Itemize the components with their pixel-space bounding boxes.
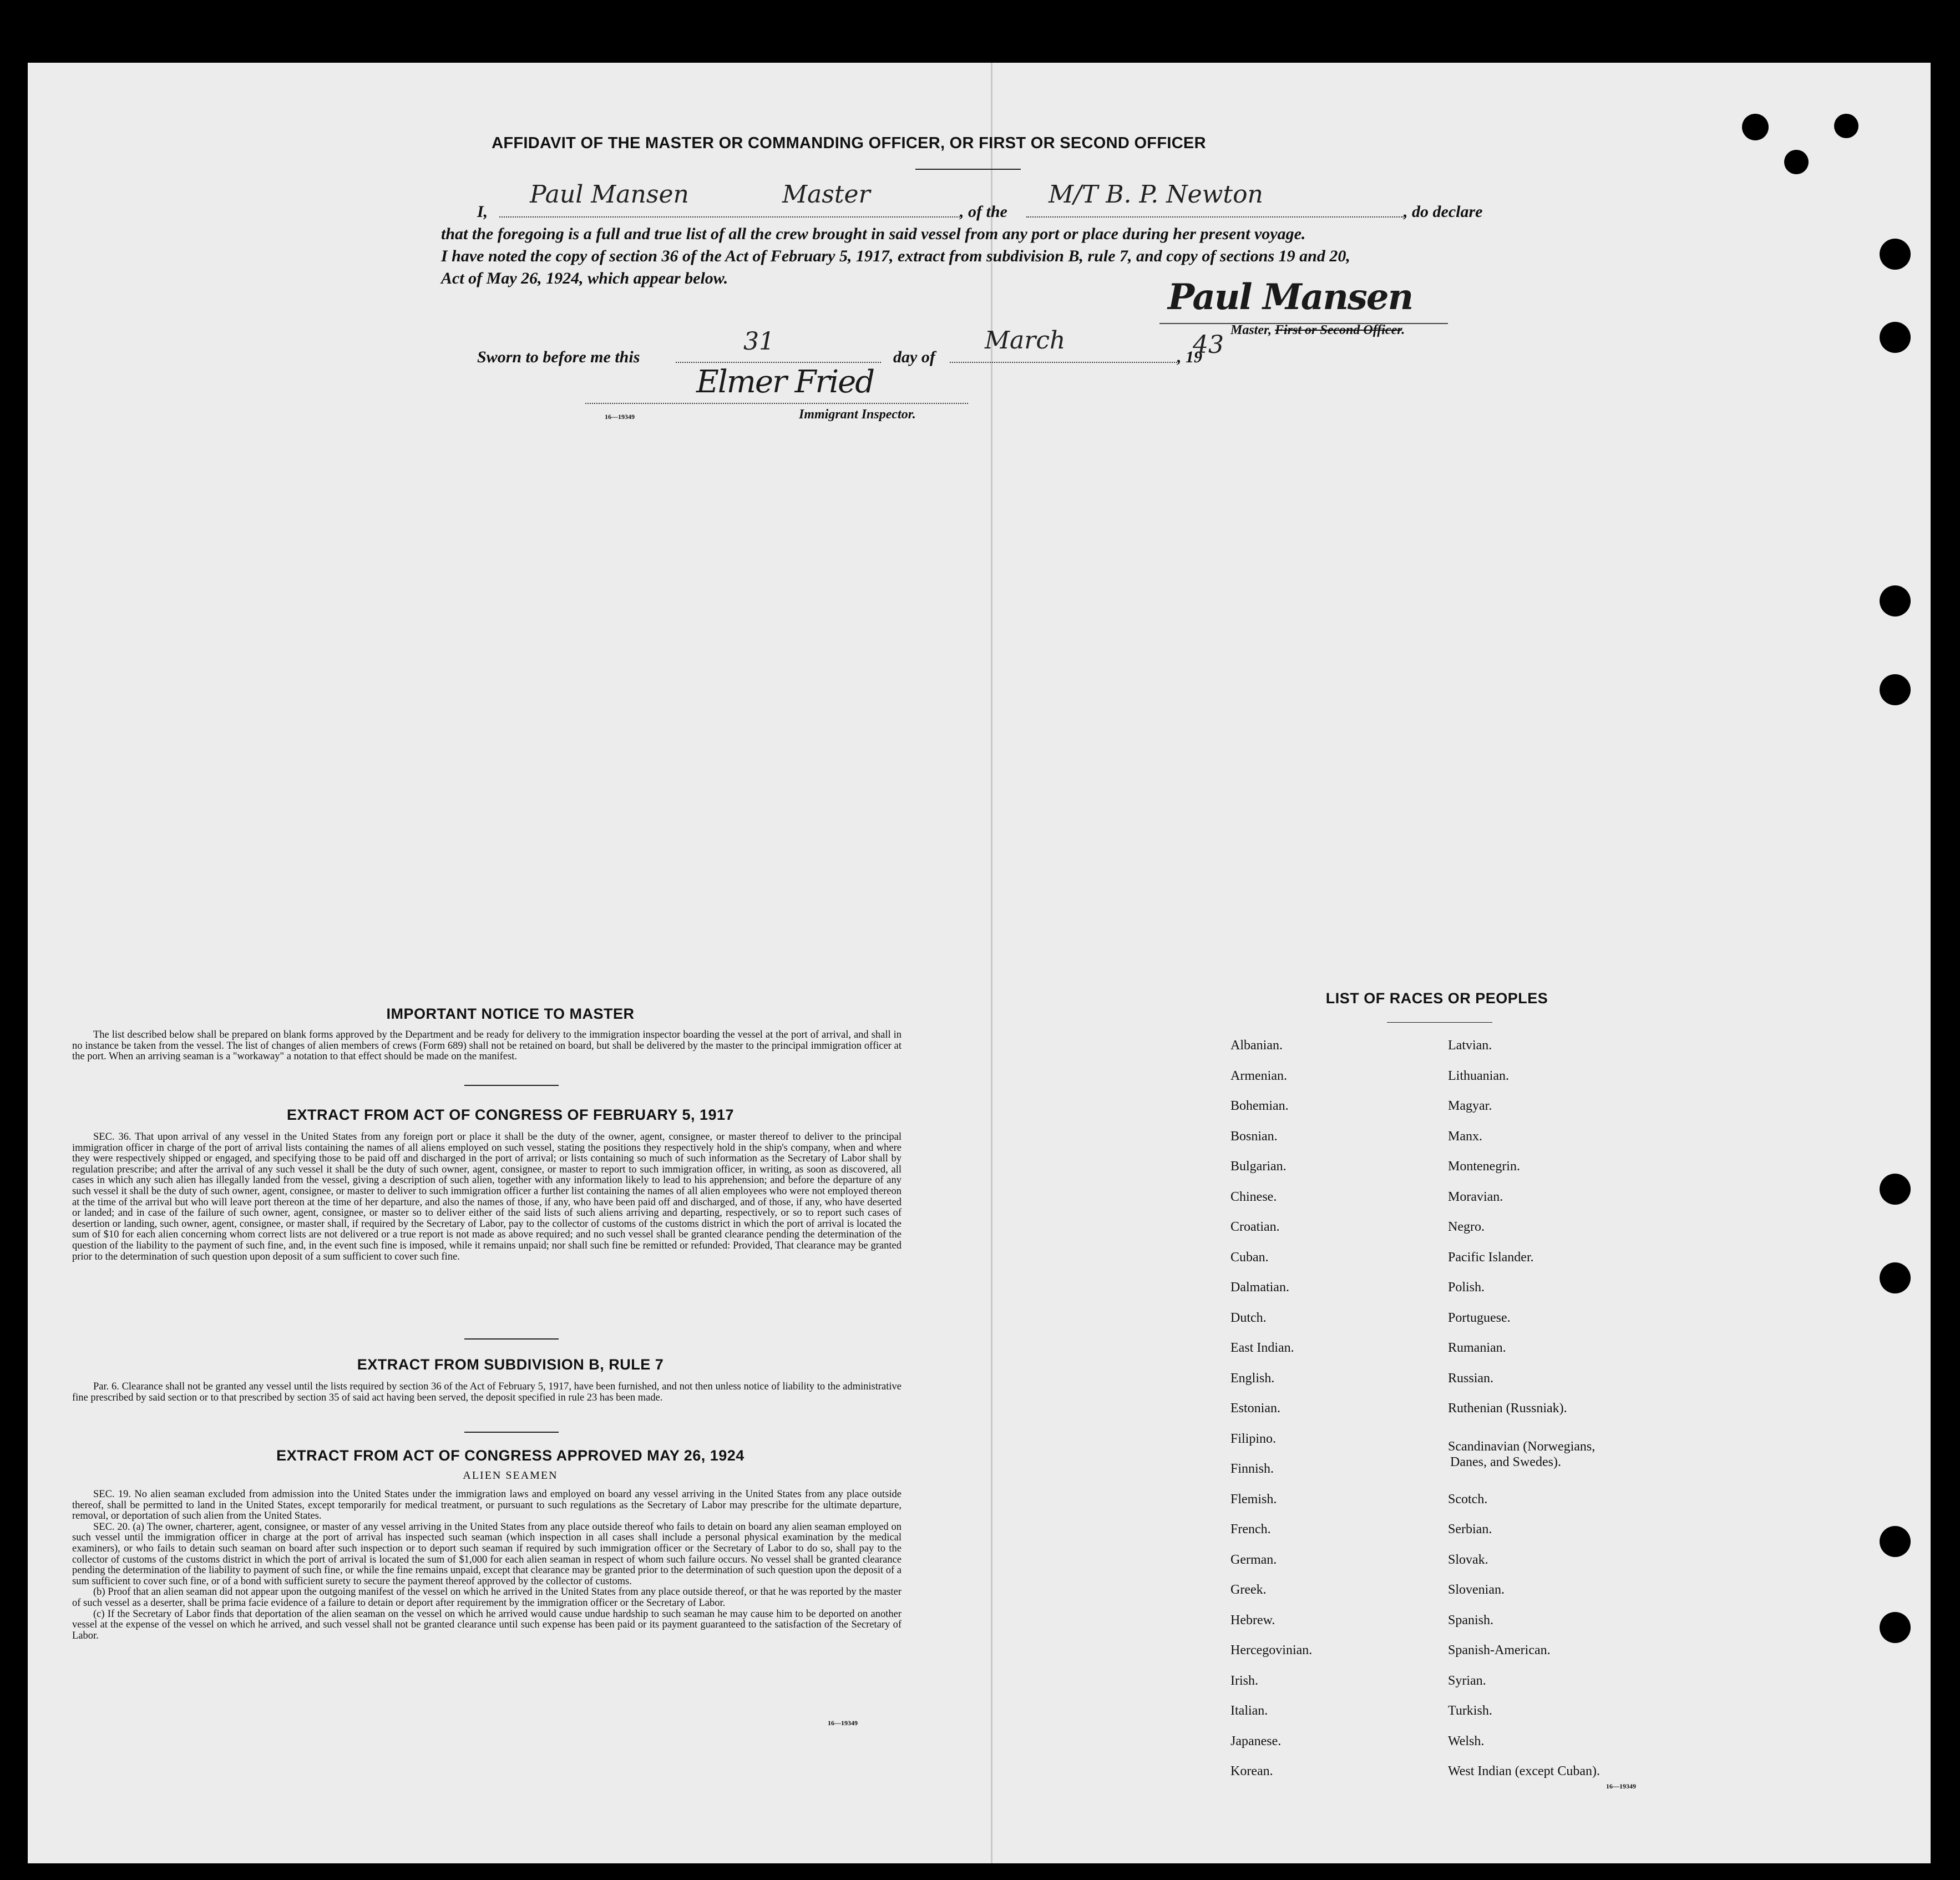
sec-20b-paragraph: (b) Proof that an alien seaman did not appear upon the outgoing manifest of the vessel on which he arrived in the United States from any place outside thereof, or that he was reported by the master of such vessel as a deserter, shall be prima facie evidence of a failure to detain or deport after requirement by the immigration officer or the Secretary of Labor. [72, 1586, 902, 1609]
punch-hole [1880, 239, 1911, 270]
race-item: East Indian. [1230, 1341, 1294, 1355]
race-item: Slovak. [1448, 1552, 1488, 1567]
year-prefix: , 19 [1177, 348, 1202, 366]
affidavit-title: AFFIDAVIT OF THE MASTER OR COMMANDING OFFICER, OR FIRST OR SECOND OFFICER [492, 134, 1206, 152]
race-item: Finnish. [1230, 1462, 1274, 1476]
sec-19-paragraph: SEC. 19. No alien seaman excluded from admission into the United States under the immigration laws and employed on board any vessel arriving in the United States from any place outside thereof, shall be permitted to land in the United States, except temporarily for medical treatment, or pursuant to such regulations as the Secretary of Labor may prescribe for the ultimate departure, removal, or deportation of such alien from the United States. [72, 1489, 902, 1522]
race-item: Greek. [1230, 1583, 1267, 1597]
extract-1917-text [72, 1132, 902, 1262]
rule7-rule [464, 1432, 559, 1433]
race-item: Scandinavian (Norwegians, [1448, 1439, 1596, 1454]
race-item: Scotch. [1448, 1492, 1488, 1507]
race-item: Spanish-American. [1448, 1643, 1551, 1657]
rule7-title: EXTRACT FROM SUBDIVISION B, RULE 7 [357, 1356, 664, 1373]
race-item: Negro. [1448, 1220, 1485, 1234]
handwritten-month: March [985, 326, 1066, 355]
race-item: Irish. [1230, 1673, 1258, 1688]
race-item: Turkish. [1448, 1704, 1492, 1718]
declaration-line-4: Act of May 26, 1924, which appear below. [441, 269, 728, 287]
punch-hole [1742, 114, 1769, 140]
race-item: Croatian. [1230, 1220, 1280, 1234]
punch-hole [1834, 114, 1858, 138]
day-line [676, 362, 881, 363]
race-item: Pacific Islander. [1448, 1250, 1534, 1265]
race-item: Bohemian. [1230, 1099, 1289, 1113]
rule7-paragraph: Par. 6. Clearance shall not be granted any vessel until the lists required by section 36 of the Act of February 5, 1917, have been furnished, and not then unless notice of liability to the administrative fine prescribed by said section or to that prescribed by section 35 of said act having been served, the deposit specified in rule 23 has been made. [72, 1381, 902, 1403]
master-caption-struck: First or Second Officer [1275, 323, 1402, 337]
inspector-signature: Elmer Fried [696, 364, 874, 400]
race-item: Cuban. [1230, 1250, 1269, 1265]
rule7-text [72, 1382, 902, 1403]
race-item: Albanian. [1230, 1038, 1283, 1053]
declaration-pronoun: I, [477, 203, 488, 221]
race-item: Japanese. [1230, 1734, 1282, 1748]
race-item: Slovenian. [1448, 1583, 1505, 1597]
extract-form-number: 16—19349 [828, 1719, 858, 1727]
punch-hole [1784, 150, 1809, 174]
race-item: Russian. [1448, 1371, 1494, 1386]
races-rule [1387, 1022, 1492, 1023]
races-title: LIST OF RACES OR PEOPLES [1325, 990, 1548, 1007]
race-item: Estonian. [1230, 1401, 1280, 1416]
race-item: Dutch. [1230, 1310, 1267, 1325]
extract-1917-title: EXTRACT FROM ACT OF CONGRESS OF FEBRUARY 5, 1917 [286, 1106, 735, 1123]
race-item: Montenegrin. [1448, 1159, 1520, 1174]
handwritten-vessel: M/T B. P. Newton [1049, 180, 1263, 209]
race-item: Dalmatian. [1230, 1280, 1289, 1295]
race-item: Italian. [1230, 1704, 1268, 1718]
inspector-caption: Immigrant Inspector. [799, 407, 916, 422]
affidavit-form-number: 16—19349 [605, 413, 635, 421]
handwritten-year: 43 [1193, 331, 1224, 359]
master-caption-c: . [1401, 323, 1405, 337]
race-item: Magyar. [1448, 1099, 1492, 1113]
race-item: Filipino. [1230, 1431, 1277, 1446]
race-item: Danes, and Swedes). [1450, 1454, 1561, 1469]
punch-hole [1880, 585, 1911, 616]
handwritten-name: Paul Mansen [530, 180, 689, 209]
race-item: Lithuanian. [1448, 1068, 1509, 1083]
extract-1917-rule [464, 1338, 559, 1340]
inspector-line [585, 403, 968, 404]
race-item: Welsh. [1448, 1734, 1485, 1748]
punch-hole [1880, 322, 1911, 353]
punch-hole [1880, 674, 1911, 705]
race-item: Moravian. [1448, 1189, 1503, 1204]
race-item: English. [1230, 1371, 1275, 1386]
race-item: Ruthenian (Russniak). [1448, 1401, 1567, 1416]
of-the-label: , of the [960, 203, 1007, 221]
declaration-line-3: I have noted the copy of section 36 of the Act of February 5, 1917, extract from subdivision B, rule 7, and copy of sections 19 and 20, [441, 247, 1350, 265]
sworn-label: Sworn to before me this [477, 348, 640, 366]
race-item: Manx. [1448, 1129, 1482, 1144]
notice-paragraph: The list described below shall be prepared on blank forms approved by the Department and be ready for delivery to the immigration inspector boarding the vessel at the port of arrival, and shall in no instance be taken from the vessel. The list of changes of alien members of crews (Form 689) shall not be retained on board, but shall be delivered by the master to the principal immigration officer at the port. When an arriving seaman is a "workaway" a notation to that effect should be made on the manifest. [72, 1029, 902, 1063]
vessel-line [1026, 216, 1404, 218]
name-line [499, 216, 960, 218]
race-item: French. [1230, 1522, 1271, 1537]
race-item: Bulgarian. [1230, 1159, 1287, 1174]
race-item: Polish. [1448, 1280, 1485, 1295]
sec-20a-paragraph: SEC. 20. (a) The owner, charterer, agent, consignee, or master of any vessel arriving in the United States from any place outside thereof who fails to detain on board any alien seaman employed on such vessel until the immigration officer in charge at the port of arrival has inspected such seaman (which inspection in all cases shall include a personal physical examination by the medical examiners), or who fails to detain such seaman on board after such inspection or to deport such seaman if required by such immigration officer or the Secretary of Labor to do so, shall pay to the collector of customs of the customs district in which the port of arrival is located the sum of $1,000 for each alien seaman in respect of whom such failure occurs. No vessel shall be granted clearance pending the determination of the liability to payment of such fine, or while the fine remains unpaid, except that clearance may be granted prior to the determination of such question upon the deposit of a sum sufficient to cover such fine, or of a bond with sufficient surety to secure the payment thereof approved by the collector of customs. [72, 1521, 902, 1587]
extract-1924-title: EXTRACT FROM ACT OF CONGRESS APPROVED MAY 26, 1924 [276, 1447, 745, 1464]
notice-text [72, 1030, 902, 1063]
master-caption [1230, 323, 1405, 338]
master-signature: Paul Mansen [1168, 276, 1413, 318]
race-item: Rumanian. [1448, 1341, 1506, 1355]
alien-seamen-subtitle: ALIEN SEAMEN [463, 1469, 558, 1482]
extract-1924-text [72, 1489, 902, 1641]
punch-hole [1880, 1526, 1911, 1557]
sec-36-paragraph: SEC. 36. That upon arrival of any vessel in the United States from any foreign port or place it shall be the duty of the owner, agent, consignee, or master thereof to deliver to the principal immigration officer in charge of the port of arrival lists containing the names of all aliens employed on such vessel, stating the positions they respectively hold in the ship's company, when and where they were respectively shipped or engaged, and specifying those to be paid off and discharged in the port of arrival; or lists containing so much of such information as the Secretary of Labor shall by regulation prescribe; and after the arrival of any such vessel it shall be the duty of such owner, agent, consignee, or master to report to such immigration officer, in writing, as soon as discovered, all cases in which any such alien has illegally landed from the vessel, giving a description of such alien, together with any information likely to lead to his apprehension; and before the departure of any such vessel it shall be the duty of such owner, agent, consignee, or master to deliver to such immigration officer a further list containing the names of all alien employees who were not employed thereon at the time of the arrival but who will leave port thereon at the time of her departure, and also the names of those, if any, who have been paid off and discharged, and of those, if any, who have deserted or landed; and in case of the failure of such owner, agent, consignee, or master so to deliver either of the said lists of such aliens arriving and departing, respectively, or so to report such cases of desertion or landing, such owner, agent, consignee, or master shall, if required by the Secretary of Labor, pay to the collector of customs of the customs district in which the port of arrival is located the sum of $10 for each alien concerning whom correct lists are not delivered or a true report is not made as above required; and no such vessel shall be granted clearance pending the determination of the question of the liability to the payment of such fine, and, in the event such fine is imposed, while it remains unpaid; nor shall such fine be remitted or refunded: Provided, That clearance may be granted prior to the determination of such question upon deposit of a sum sufficient to cover such fine. [72, 1131, 902, 1262]
race-item: Chinese. [1230, 1189, 1277, 1204]
punch-hole [1880, 1174, 1911, 1205]
punch-hole [1880, 1262, 1911, 1293]
race-item: Syrian. [1448, 1673, 1486, 1688]
race-item: Armenian. [1230, 1068, 1287, 1083]
month-line [950, 362, 1177, 363]
declaration-line-2: that the foregoing is a full and true list of all the crew brought in said vessel from any port or place during her present voyage. [441, 225, 1306, 243]
handwritten-rank: Master [782, 180, 870, 209]
race-item: Serbian. [1448, 1522, 1492, 1537]
master-caption-a: Master, [1230, 323, 1272, 337]
race-item: Bosnian. [1230, 1129, 1278, 1144]
race-item: Korean. [1230, 1764, 1273, 1778]
day-of-label: day of [893, 348, 935, 366]
notice-title: IMPORTANT NOTICE TO MASTER [386, 1005, 635, 1022]
race-item: Portuguese. [1448, 1310, 1511, 1325]
race-item: Latvian. [1448, 1038, 1492, 1053]
race-item: West Indian (except Cuban). [1448, 1764, 1600, 1778]
handwritten-day: 31 [743, 327, 774, 356]
sec-20c-paragraph: (c) If the Secretary of Labor finds that deportation of the alien seaman on the vessel on which he arrived would cause undue hardship to such seaman he may cause him to be deported on another vessel at the expense of the vessel on which he arrived, and such vessel shall not be granted clearance until such expense has been paid or its payment guaranteed to the satisfaction of the Secretary of Labor. [72, 1608, 902, 1641]
race-item: Spanish. [1448, 1613, 1494, 1628]
notice-rule [464, 1085, 559, 1086]
race-item: German. [1230, 1552, 1277, 1567]
race-item: Hercegovinian. [1230, 1643, 1313, 1657]
title-rule [915, 169, 1021, 170]
race-item: Flemish. [1230, 1492, 1277, 1507]
do-declare-label: , do declare [1404, 203, 1483, 221]
punch-hole [1880, 1612, 1911, 1643]
race-item: Hebrew. [1230, 1613, 1275, 1628]
races-form-number: 16—19349 [1606, 1782, 1636, 1790]
